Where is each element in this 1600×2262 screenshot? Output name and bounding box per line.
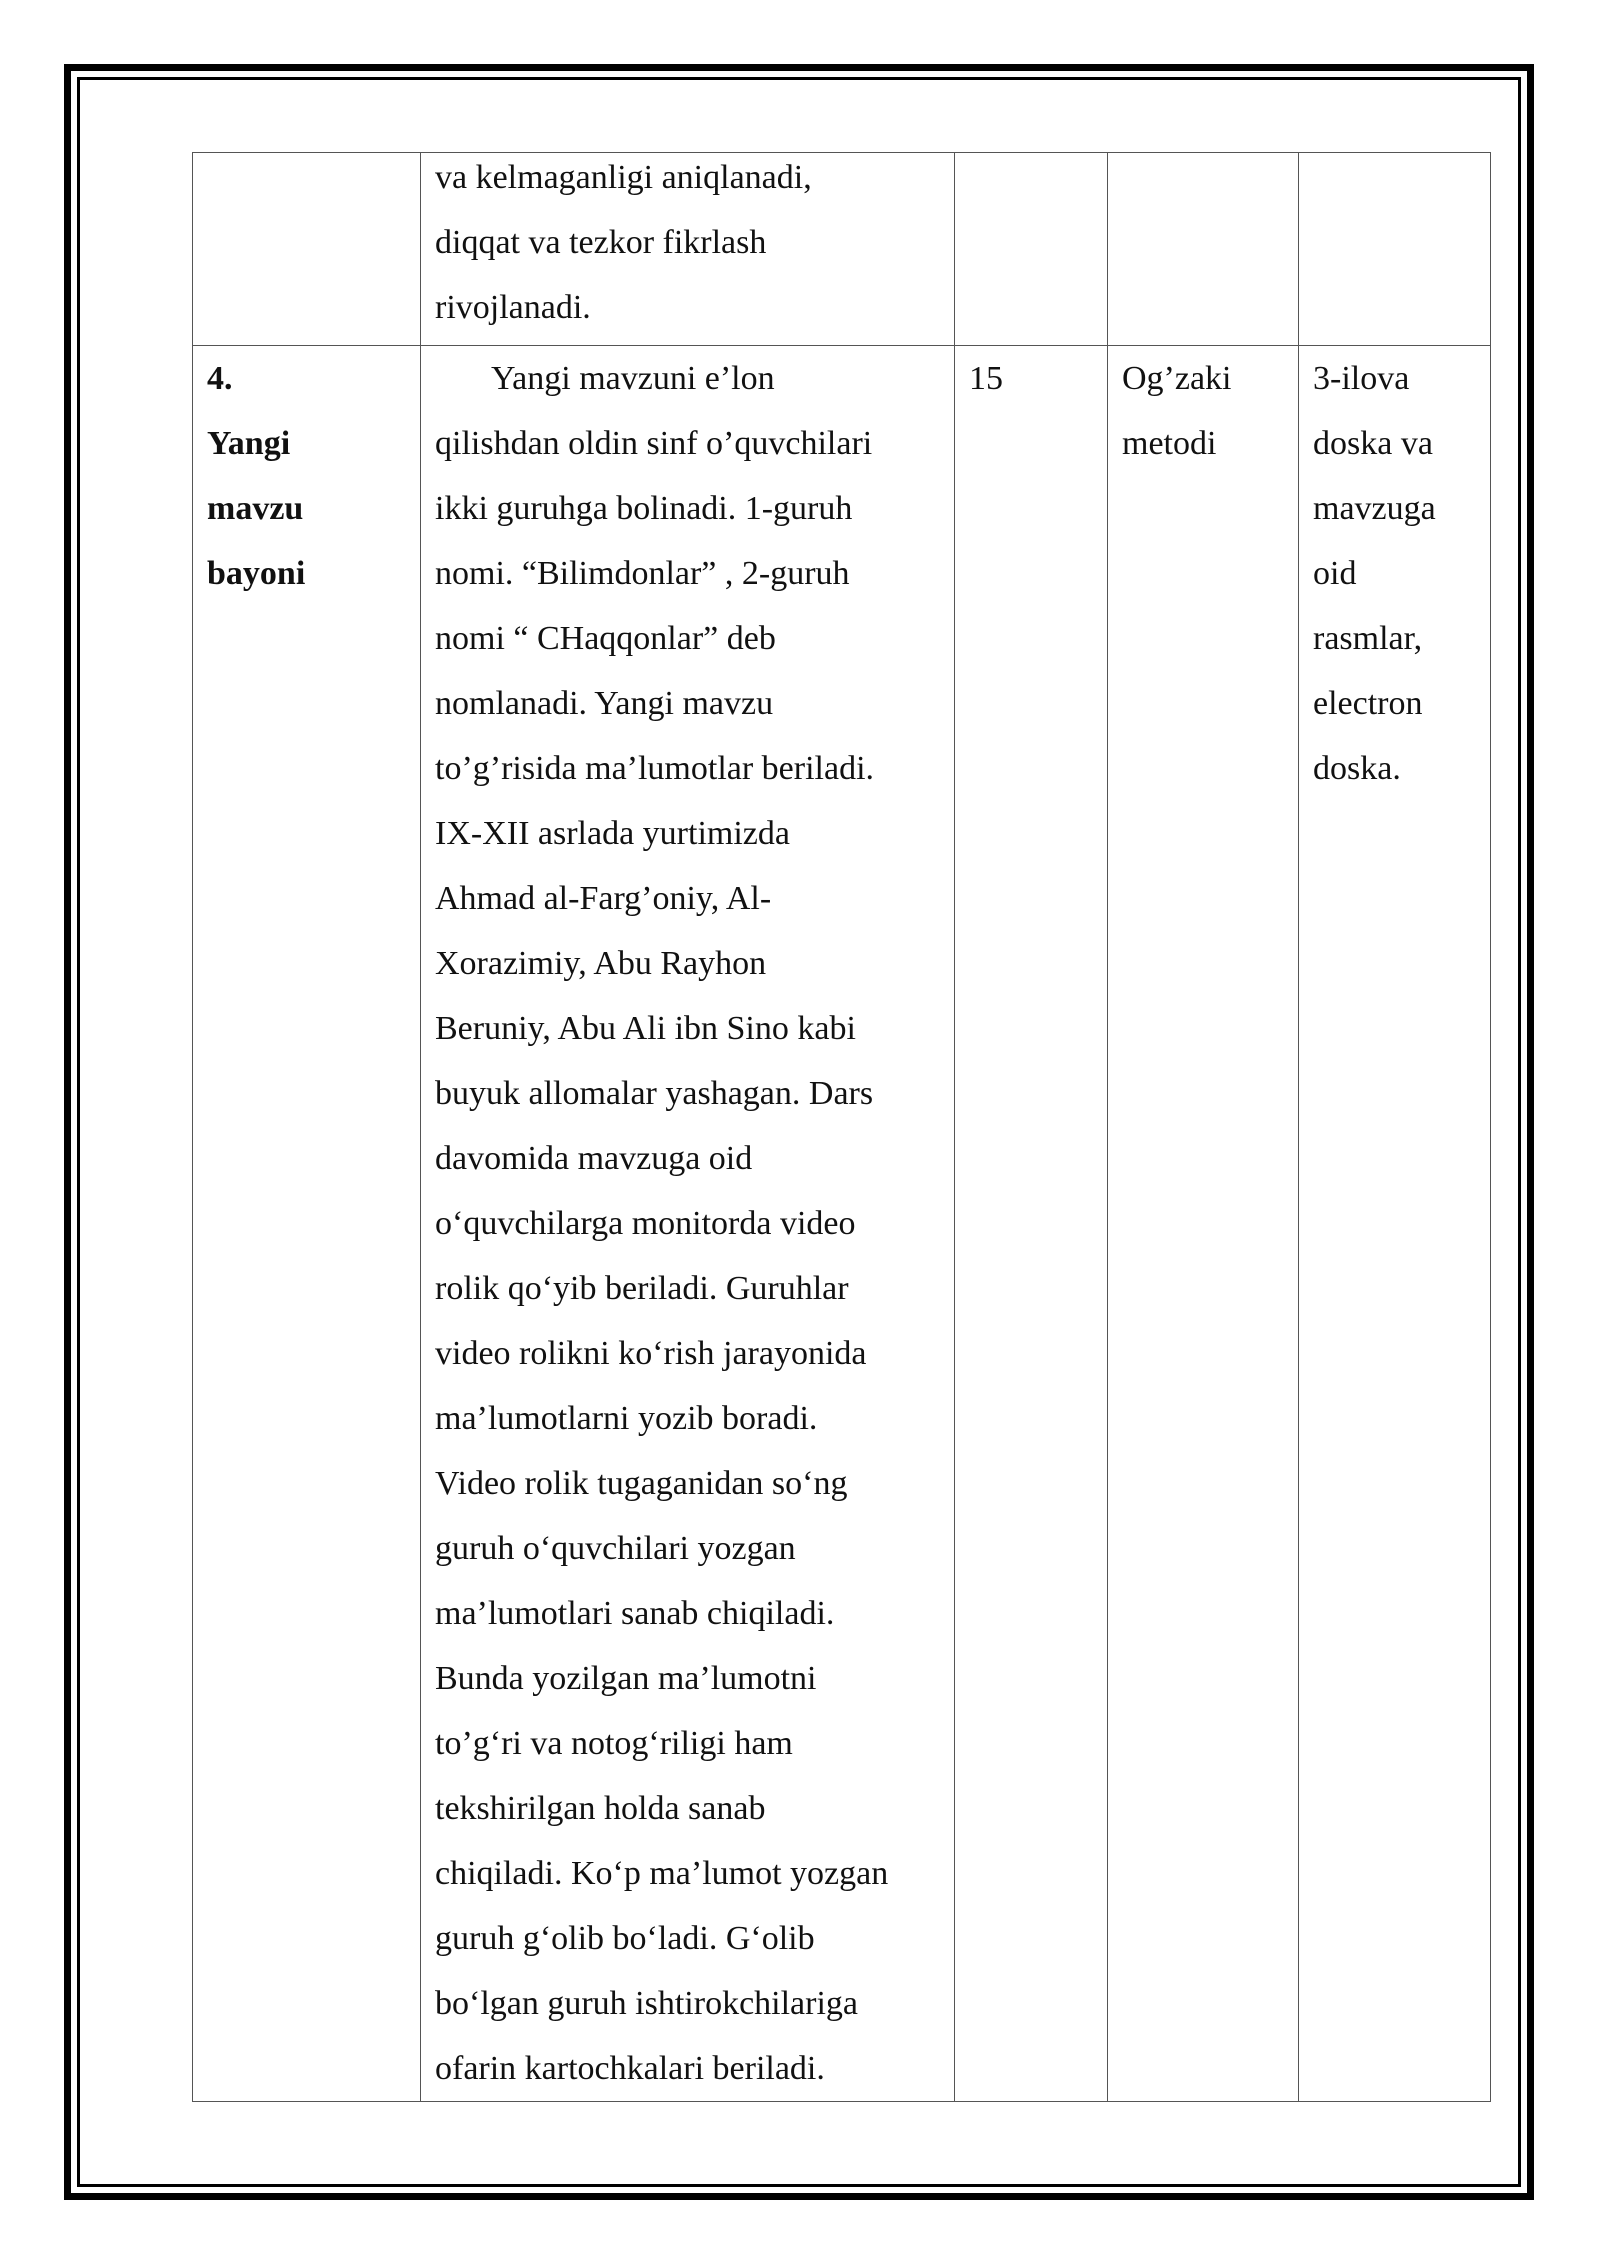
stage-cell	[193, 153, 421, 346]
lesson-plan-table	[192, 152, 1491, 2102]
description-line: IX-XII asrlada yurtimizda	[435, 815, 790, 852]
stage-number: 4.	[207, 360, 233, 397]
description-line: bo‘lgan guruh ishtirokchilariga	[435, 1985, 859, 2022]
table-row	[193, 153, 1491, 346]
description-line: buyuk allomalar yashagan. Dars	[435, 1075, 874, 1112]
description-line: ikki guruhga bolinadi. 1-guruh	[435, 490, 853, 527]
time-cell	[955, 346, 1108, 2102]
description-line: guruh o‘quvchilari yozgan	[435, 1530, 796, 1567]
stage-title-line: mavzu	[207, 490, 304, 527]
description-line: Xorazimiy, Abu Rayhon	[435, 945, 767, 982]
resources-cell	[1299, 153, 1491, 346]
description-line: Video rolik tugaganidan so‘ng	[435, 1465, 848, 1502]
description-line: rolik qo‘yib beriladi. Guruhlar	[435, 1270, 849, 1307]
description-line: ofarin kartochkalari beriladi.	[435, 2050, 825, 2087]
description-line: nomi. “Bilimdonlar” , 2-guruh	[435, 555, 850, 592]
resources-cell	[1299, 346, 1491, 2102]
table-row	[193, 346, 1491, 2102]
description-line: Ahmad al-Farg’oniy, Al-	[435, 880, 772, 917]
method-cell	[1108, 153, 1299, 346]
description-line: tekshirilgan holda sanab	[435, 1790, 766, 1827]
resources-line: doska va	[1313, 425, 1433, 462]
description-line: diqqat va tezkor fikrlash	[435, 224, 767, 261]
description-line: to’g’risida ma’lumotlar beriladi.	[435, 750, 875, 787]
description-line: ma’lumotlari sanab chiqiladi.	[435, 1595, 835, 1632]
time-value: 15	[969, 360, 1003, 397]
time-cell	[955, 153, 1108, 346]
description-line: video rolikni ko‘rish jarayonida	[435, 1335, 867, 1372]
description-line: o‘quvchilarga monitorda video	[435, 1205, 856, 1242]
description-line: chiqiladi. Ko‘p ma’lumot yozgan	[435, 1855, 889, 1892]
description-line: Bunda yozilgan ma’lumotni	[435, 1660, 817, 1697]
method-line: Og’zaki	[1122, 360, 1232, 397]
resources-line: rasmlar,	[1313, 620, 1423, 657]
description-line: Beruniy, Abu Ali ibn Sino kabi	[435, 1010, 856, 1047]
description-cell	[421, 346, 955, 2102]
method-line: metodi	[1122, 425, 1217, 462]
description-line: rivojlanadi.	[435, 289, 591, 326]
resources-line: doska.	[1313, 750, 1401, 787]
description-line: davomida mavzuga oid	[435, 1140, 753, 1177]
description-line: to’g‘ri va notog‘riligi ham	[435, 1725, 793, 1762]
description-line: nomi “ CHaqqonlar” deb	[435, 620, 776, 657]
resources-line: 3-ilova	[1313, 360, 1410, 397]
description-line: va kelmaganligi aniqlanadi,	[435, 159, 812, 196]
resources-line: mavzuga	[1313, 490, 1436, 527]
description-line: Yangi mavzuni e’lon	[491, 360, 775, 397]
description-line: ma’lumotlarni yozib boradi.	[435, 1400, 818, 1437]
stage-cell	[193, 346, 421, 2102]
stage-title-line: bayoni	[207, 555, 306, 592]
description-line: qilishdan oldin sinf o’quvchilari	[435, 425, 873, 462]
description-line: nomlanadi. Yangi mavzu	[435, 685, 774, 722]
description-line: guruh g‘olib bo‘ladi. G‘olib	[435, 1920, 815, 1957]
method-cell	[1108, 346, 1299, 2102]
resources-line: oid	[1313, 555, 1357, 592]
stage-title-line: Yangi	[207, 425, 291, 462]
resources-line: electron	[1313, 685, 1423, 722]
description-cell	[421, 153, 955, 346]
